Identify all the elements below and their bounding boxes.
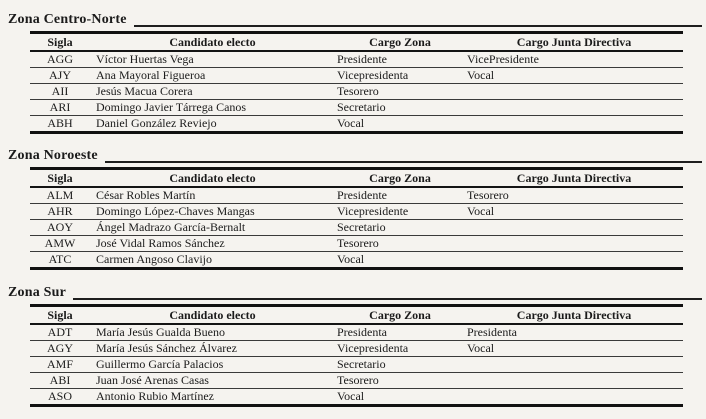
section-zona-centro-norte	[0, 13, 706, 134]
zone-table	[30, 167, 683, 270]
table-row	[30, 373, 683, 389]
section-title-row	[0, 286, 706, 301]
cell-cargo-zona: Tesorero	[337, 373, 379, 387]
cell-cargo-zona: Vicepresidenta	[337, 341, 409, 355]
table-row	[30, 52, 683, 68]
section-title: Zona Noroeste	[8, 148, 98, 163]
title-rule-line	[73, 298, 702, 300]
zone-table	[30, 31, 683, 134]
column-header-sigla: Sigla	[47, 34, 73, 49]
table-row	[30, 204, 683, 220]
cell-cargo-zona: Vocal	[337, 389, 365, 403]
column-header-candidato: Candidato electo	[169, 170, 256, 185]
title-rule-line	[134, 25, 702, 27]
cell-candidato: Juan José Arenas Casas	[96, 373, 209, 387]
cell-candidato: Guillermo García Palacios	[96, 357, 224, 371]
cell-candidato: José Vidal Ramos Sánchez	[96, 236, 225, 250]
cell-cargo-zona: Secretario	[337, 220, 386, 234]
cell-candidato: Daniel González Reviejo	[96, 116, 217, 130]
cell-sigla: AOY	[47, 220, 73, 234]
cell-cargo-junta: Vocal	[467, 341, 495, 355]
column-header-cargo-junta: Cargo Junta Directiva	[516, 34, 632, 49]
section-title: Zona Sur	[8, 285, 67, 300]
table-row	[30, 252, 683, 267]
cell-cargo-zona: Tesorero	[337, 84, 379, 98]
section-title-row	[0, 149, 706, 164]
table-row	[30, 68, 683, 84]
cell-sigla: ASO	[47, 389, 72, 403]
section-zona-noroeste	[0, 149, 706, 270]
column-header-cargo-junta: Cargo Junta Directiva	[516, 307, 632, 322]
cell-cargo-zona: Tesorero	[337, 236, 379, 250]
cell-sigla: AGY	[47, 341, 73, 355]
column-header-cargo-zona: Cargo Zona	[369, 34, 431, 49]
cell-sigla: AHR	[47, 204, 73, 218]
table-header-row	[30, 170, 683, 188]
cell-cargo-zona: Vocal	[337, 252, 365, 266]
cell-sigla: AMF	[46, 357, 73, 371]
cell-candidato: María Jesús Gualda Bueno	[96, 325, 225, 339]
cell-sigla: ATC	[48, 252, 72, 266]
table-row	[30, 220, 683, 236]
column-header-sigla: Sigla	[47, 170, 73, 185]
column-header-candidato: Candidato electo	[169, 307, 256, 322]
column-header-cargo-junta: Cargo Junta Directiva	[516, 170, 632, 185]
cell-sigla: ARI	[49, 100, 71, 114]
cell-cargo-zona: Presidenta	[337, 325, 387, 339]
table-header-row	[30, 34, 683, 52]
cell-cargo-zona: Secretario	[337, 100, 386, 114]
cell-cargo-zona: Vicepresidenta	[337, 68, 409, 82]
section-title: Zona Centro-Norte	[8, 12, 127, 27]
table-row	[30, 236, 683, 252]
cell-cargo-junta: Vocal	[467, 68, 495, 82]
cell-candidato: Ángel Madrazo García-Bernalt	[96, 220, 246, 234]
cell-sigla: ADT	[47, 325, 73, 339]
table-row	[30, 341, 683, 357]
cell-cargo-zona: Presidente	[337, 188, 387, 202]
cell-sigla: AII	[51, 84, 69, 98]
cell-cargo-junta: Presidenta	[467, 325, 517, 339]
table-row	[30, 188, 683, 204]
section-zona-sur	[0, 286, 706, 407]
cell-sigla: ABH	[47, 116, 73, 130]
column-header-candidato: Candidato electo	[169, 34, 256, 49]
table-row	[30, 357, 683, 373]
title-rule-line	[105, 161, 702, 163]
table-row	[30, 84, 683, 100]
cell-candidato: Jesús Macua Corera	[96, 84, 193, 98]
zone-table	[30, 304, 683, 407]
cell-candidato: María Jesús Sánchez Álvarez	[96, 341, 237, 355]
cell-sigla: ABI	[49, 373, 71, 387]
column-header-cargo-zona: Cargo Zona	[369, 307, 431, 322]
cell-cargo-zona: Secretario	[337, 357, 386, 371]
cell-cargo-zona: Vocal	[337, 116, 365, 130]
cell-sigla: AMW	[44, 236, 76, 250]
cell-cargo-junta: VicePresidente	[467, 52, 539, 66]
cell-candidato: César Robles Martín	[96, 188, 196, 202]
cell-candidato: Antonio Rubio Martínez	[96, 389, 214, 403]
cell-sigla: AGG	[47, 52, 73, 66]
cell-candidato: Carmen Angoso Clavijo	[96, 252, 212, 266]
cell-candidato: Domingo Javier Tárrega Canos	[96, 100, 247, 114]
cell-cargo-junta: Vocal	[467, 204, 495, 218]
table-row	[30, 116, 683, 131]
cell-sigla: ALM	[46, 188, 74, 202]
cell-candidato: Víctor Huertas Vega	[96, 52, 194, 66]
column-header-cargo-zona: Cargo Zona	[369, 170, 431, 185]
cell-candidato: Ana Mayoral Figueroa	[96, 68, 206, 82]
cell-cargo-junta: Tesorero	[467, 188, 509, 202]
table-row	[30, 100, 683, 116]
cell-cargo-zona: Vicepresidente	[337, 204, 409, 218]
cell-candidato: Domingo López-Chaves Mangas	[96, 204, 255, 218]
cell-sigla: AJY	[48, 68, 71, 82]
table-row	[30, 325, 683, 341]
column-header-sigla: Sigla	[47, 307, 73, 322]
section-title-row	[0, 13, 706, 28]
cell-cargo-zona: Presidente	[337, 52, 387, 66]
table-header-row	[30, 307, 683, 325]
table-row	[30, 389, 683, 404]
